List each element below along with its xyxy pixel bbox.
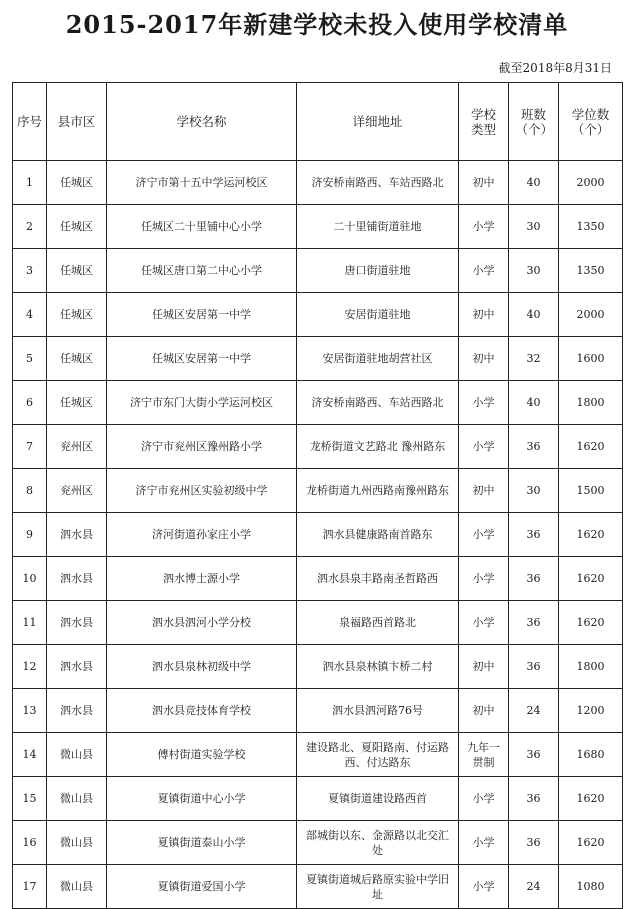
cell-address: 泗水县泗河路76号 [297, 689, 459, 733]
table-row [13, 469, 623, 513]
table-row [13, 381, 623, 425]
cell-address: 安居街道驻地 [297, 293, 459, 337]
cell-address: 泉福路西首路北 [297, 601, 459, 645]
cell-seq: 10 [13, 557, 47, 601]
cell-type: 小学 [459, 205, 509, 249]
cell-seats: 2000 [559, 293, 623, 337]
cell-seq: 3 [13, 249, 47, 293]
cell-name: 泗水县泗河小学分校 [107, 601, 297, 645]
header-classes [509, 83, 559, 161]
header-type-text: 学校类型 [470, 106, 496, 137]
table-row [13, 733, 623, 777]
cell-seq: 5 [13, 337, 47, 381]
cell-county: 微山县 [47, 865, 107, 909]
cell-name: 任城区唐口第二中心小学 [107, 249, 297, 293]
cell-seats: 2000 [559, 161, 623, 205]
cell-address: 夏镇街道建设路西首 [297, 777, 459, 821]
cell-seats: 1350 [559, 205, 623, 249]
cell-seq: 7 [13, 425, 47, 469]
cell-name: 泗水县竞技体育学校 [107, 689, 297, 733]
cell-seats: 1600 [559, 337, 623, 381]
cell-address: 唐口街道驻地 [297, 249, 459, 293]
cell-type: 初中 [459, 689, 509, 733]
cell-seats: 1620 [559, 777, 623, 821]
cell-address: 泗水县健康路南首路东 [297, 513, 459, 557]
table-row [13, 821, 623, 865]
cell-county: 兖州区 [47, 425, 107, 469]
header-seats-text: 学位数（个） [571, 106, 610, 137]
cell-county: 任城区 [47, 161, 107, 205]
cell-classes: 32 [509, 337, 559, 381]
cell-classes: 36 [509, 601, 559, 645]
cell-county: 任城区 [47, 381, 107, 425]
header-name: 学校名称 [107, 83, 297, 161]
table-header-row [13, 83, 623, 161]
cell-classes: 30 [509, 469, 559, 513]
cell-type: 初中 [459, 469, 509, 513]
header-county: 县市区 [47, 83, 107, 161]
cell-address: 建设路北、夏阳路南、付运路西、付达路东 [297, 733, 459, 777]
cell-classes: 30 [509, 249, 559, 293]
table-row [13, 777, 623, 821]
cell-address: 夏镇街道城后路原实验中学旧址 [297, 865, 459, 909]
cell-name: 济河街道孙家庄小学 [107, 513, 297, 557]
cell-type: 小学 [459, 601, 509, 645]
cell-seq: 15 [13, 777, 47, 821]
cell-name: 泗水博士源小学 [107, 557, 297, 601]
cell-name: 夏镇街道中心小学 [107, 777, 297, 821]
cell-type: 小学 [459, 865, 509, 909]
table-row [13, 337, 623, 381]
table-row [13, 425, 623, 469]
cell-address: 泗水县泉丰路南圣哲路西 [297, 557, 459, 601]
cell-classes: 40 [509, 381, 559, 425]
cell-type: 初中 [459, 161, 509, 205]
header-address: 详细地址 [297, 83, 459, 161]
cell-classes: 24 [509, 865, 559, 909]
cell-name: 任城区二十里铺中心小学 [107, 205, 297, 249]
cell-seq: 14 [13, 733, 47, 777]
table-row [13, 645, 623, 689]
cell-seq: 8 [13, 469, 47, 513]
cell-seats: 1620 [559, 601, 623, 645]
cell-name: 济宁市第十五中学运河校区 [107, 161, 297, 205]
cell-address: 部城街以东、金源路以北交汇处 [297, 821, 459, 865]
header-seats [559, 83, 623, 161]
cell-classes: 36 [509, 777, 559, 821]
cell-seq: 1 [13, 161, 47, 205]
cell-type: 小学 [459, 513, 509, 557]
cell-seats: 1500 [559, 469, 623, 513]
cell-address: 二十里铺街道驻地 [297, 205, 459, 249]
cell-county: 泗水县 [47, 689, 107, 733]
cell-type: 小学 [459, 557, 509, 601]
cell-type: 小学 [459, 381, 509, 425]
cell-name: 任城区安居第一中学 [107, 293, 297, 337]
cell-classes: 30 [509, 205, 559, 249]
cell-seq: 2 [13, 205, 47, 249]
cell-address: 安居街道驻地胡营社区 [297, 337, 459, 381]
cell-type: 小学 [459, 777, 509, 821]
cell-type: 小学 [459, 249, 509, 293]
cell-address: 泗水县泉林镇卞桥二村 [297, 645, 459, 689]
cell-seats: 1800 [559, 381, 623, 425]
cell-county: 任城区 [47, 249, 107, 293]
cell-classes: 36 [509, 425, 559, 469]
cell-county: 泗水县 [47, 645, 107, 689]
cell-seq: 16 [13, 821, 47, 865]
cell-type: 初中 [459, 337, 509, 381]
header-type [459, 83, 509, 161]
cell-name: 夏镇街道爱国小学 [107, 865, 297, 909]
cell-seq: 6 [13, 381, 47, 425]
page-title: 2015-2017年新建学校未投入使用学校清单 [65, 10, 569, 39]
table-row [13, 293, 623, 337]
cell-seq: 11 [13, 601, 47, 645]
table-row [13, 557, 623, 601]
table-row [13, 249, 623, 293]
cell-type: 九年一贯制 [459, 733, 509, 777]
header-classes-text: 班数（个） [515, 106, 554, 137]
cell-address: 济安桥南路西、车站西路北 [297, 161, 459, 205]
cell-seats: 1800 [559, 645, 623, 689]
cell-type: 初中 [459, 293, 509, 337]
cell-name: 济宁市东门大街小学运河校区 [107, 381, 297, 425]
cell-name: 夏镇街道泰山小学 [107, 821, 297, 865]
cell-classes: 40 [509, 161, 559, 205]
cell-name: 任城区安居第一中学 [107, 337, 297, 381]
cell-classes: 24 [509, 689, 559, 733]
cell-county: 泗水县 [47, 601, 107, 645]
cell-seats: 1350 [559, 249, 623, 293]
cell-seq: 9 [13, 513, 47, 557]
cell-seq: 17 [13, 865, 47, 909]
cell-county: 泗水县 [47, 513, 107, 557]
cell-address: 济安桥南路西、车站西路北 [297, 381, 459, 425]
date-note: 截至2018年8月31日 [498, 61, 612, 75]
cell-name: 泗水县泉林初级中学 [107, 645, 297, 689]
cell-type: 小学 [459, 425, 509, 469]
cell-county: 任城区 [47, 337, 107, 381]
cell-name: 济宁市兖州区豫州路小学 [107, 425, 297, 469]
cell-county: 泗水县 [47, 557, 107, 601]
cell-classes: 36 [509, 645, 559, 689]
cell-seats: 1080 [559, 865, 623, 909]
cell-classes: 36 [509, 821, 559, 865]
cell-type: 初中 [459, 645, 509, 689]
cell-county: 兖州区 [47, 469, 107, 513]
table-row [13, 513, 623, 557]
cell-address: 龙桥街道文艺路北 豫州路东 [297, 425, 459, 469]
cell-name: 傅村街道实验学校 [107, 733, 297, 777]
cell-seq: 12 [13, 645, 47, 689]
table-row [13, 865, 623, 909]
cell-type: 小学 [459, 821, 509, 865]
cell-seats: 1620 [559, 425, 623, 469]
cell-classes: 36 [509, 513, 559, 557]
cell-county: 微山县 [47, 821, 107, 865]
school-list-table [12, 82, 623, 909]
table-row [13, 601, 623, 645]
header-seq: 序号 [13, 83, 47, 161]
cell-seats: 1620 [559, 513, 623, 557]
cell-address: 龙桥街道九州西路南豫州路东 [297, 469, 459, 513]
cell-county: 微山县 [47, 733, 107, 777]
cell-name: 济宁市兖州区实验初级中学 [107, 469, 297, 513]
cell-seq: 13 [13, 689, 47, 733]
cell-classes: 40 [509, 293, 559, 337]
cell-county: 任城区 [47, 293, 107, 337]
cell-county: 微山县 [47, 777, 107, 821]
cell-seats: 1200 [559, 689, 623, 733]
cell-classes: 36 [509, 557, 559, 601]
cell-seats: 1620 [559, 557, 623, 601]
cell-seats: 1620 [559, 821, 623, 865]
table-row [13, 689, 623, 733]
table-row [13, 205, 623, 249]
table-row [13, 161, 623, 205]
cell-classes: 36 [509, 733, 559, 777]
cell-seq: 4 [13, 293, 47, 337]
cell-county: 任城区 [47, 205, 107, 249]
cell-seats: 1680 [559, 733, 623, 777]
